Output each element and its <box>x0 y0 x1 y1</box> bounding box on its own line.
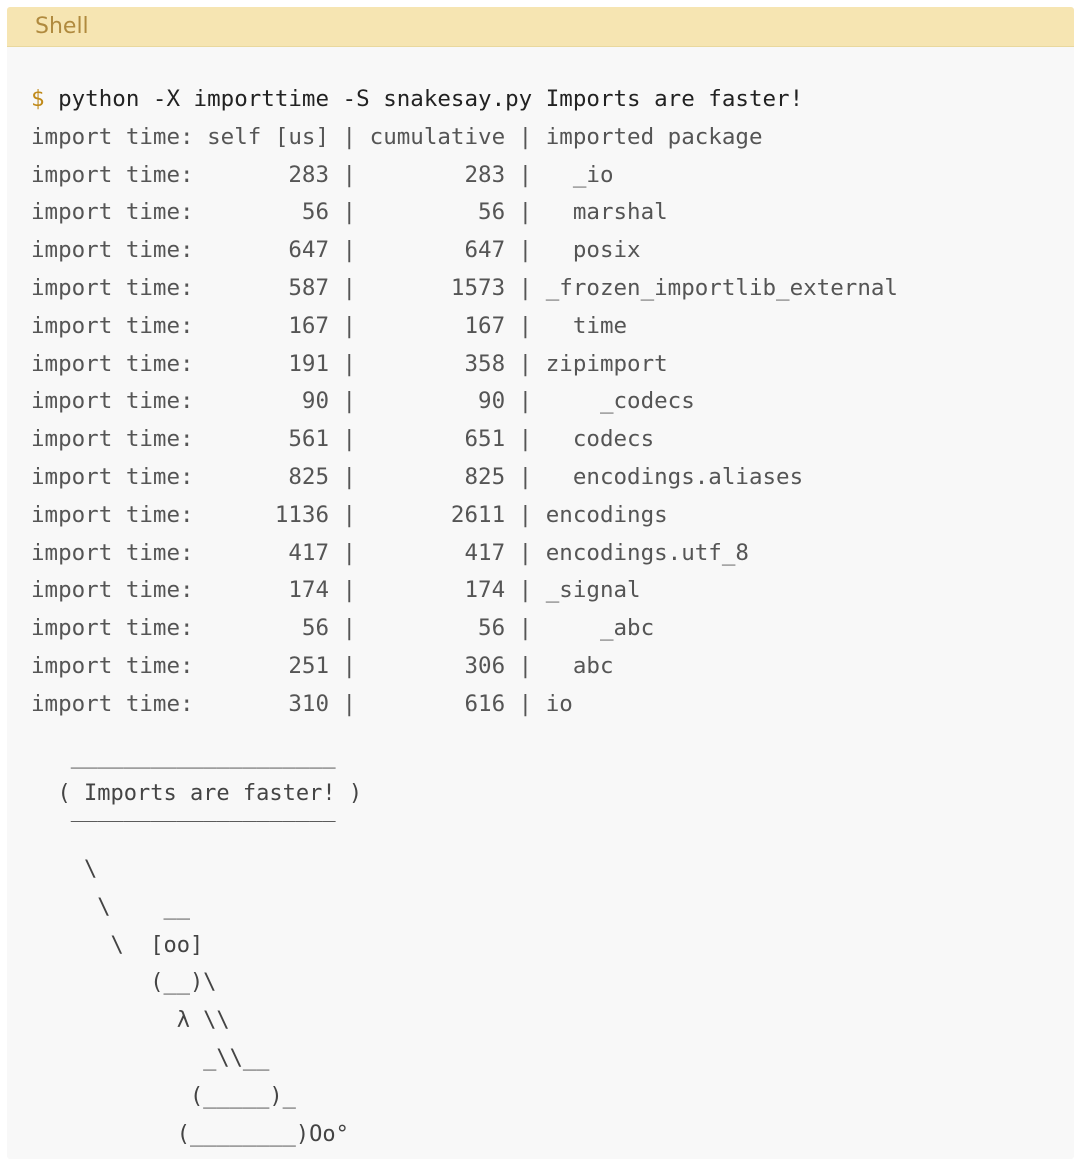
speech-bubble-text: ( Imports are faster! ) <box>31 781 363 807</box>
command-output <box>31 119 1074 724</box>
output-line: import time: 587 | 1573 | _frozen_importlib_external <box>31 274 898 301</box>
output-line: import time: 167 | 167 | time <box>31 312 628 339</box>
command-line <box>31 81 1074 119</box>
output-line: import time: 310 | 616 | io <box>31 690 573 717</box>
output-line: import time: 647 | 647 | posix <box>31 237 641 264</box>
output-line: import time: 1136 | 2611 | encodings <box>31 501 668 528</box>
ascii-art-line: _\\__ <box>31 1045 270 1071</box>
speech-bubble-bottom: ‾‾‾‾‾‾‾‾‾‾‾‾‾‾‾‾‾‾‾‾ <box>31 819 336 845</box>
output-line: import time: 417 | 417 | encodings.utf_8 <box>31 539 749 566</box>
ascii-art-line: (_____)_ <box>31 1083 296 1109</box>
output-line: import time: 283 | 283 | _io <box>31 161 614 188</box>
ascii-art-line: \ <box>31 856 98 882</box>
output-line: import time: 174 | 174 | _signal <box>31 577 641 604</box>
shell-prompt: $ <box>31 86 45 112</box>
ascii-art-line: \ __ <box>31 894 190 920</box>
code-block <box>7 7 1074 1159</box>
snake-ascii-art <box>31 738 1074 1154</box>
ascii-art-line: λ \\ <box>31 1008 230 1034</box>
output-line: import time: 56 | 56 | marshal <box>31 199 668 226</box>
command-text: python -X importtime -S snakesay.py Imports are faster! <box>44 86 804 112</box>
ascii-art-line: (__)\ <box>31 970 217 996</box>
speech-bubble-top: ____________________ <box>31 743 336 769</box>
output-line: import time: 191 | 358 | zipimport <box>31 350 668 377</box>
output-line: import time: 251 | 306 | abc <box>31 652 614 679</box>
output-line: import time: 90 | 90 | _codecs <box>31 388 695 415</box>
output-line: import time: 825 | 825 | encodings.aliases <box>31 463 804 490</box>
code-block-header <box>7 7 1074 47</box>
language-label: Shell <box>35 14 89 39</box>
ascii-art-line: \ [oo] <box>31 932 204 958</box>
ascii-art-line: (________)Oo° <box>31 1121 349 1147</box>
output-line: import time: 561 | 651 | codecs <box>31 426 655 453</box>
output-line: import time: 56 | 56 | _abc <box>31 615 655 642</box>
code-body[interactable] <box>7 47 1074 1153</box>
output-line: import time: self [us] | cumulative | imported package <box>31 123 763 150</box>
